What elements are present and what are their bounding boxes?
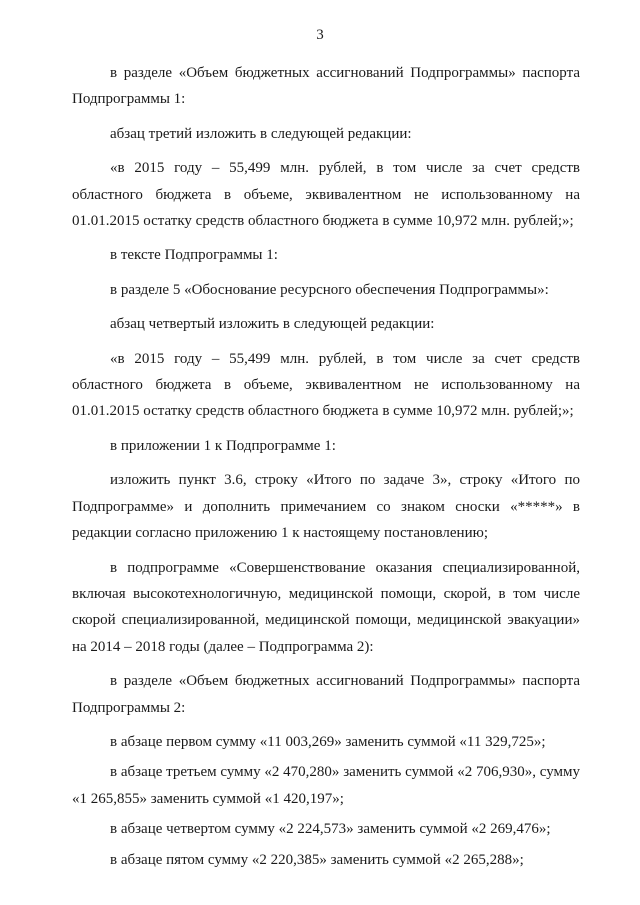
page-number: 3 [316, 27, 324, 43]
paragraph: «в 2015 году – 55,499 млн. рублей, в том числе за счет средств областного бюджета в объеме, эквивалентном не использованному на 01.01.2015 остатку средств областного бюджета в сумме 10,972 млн. рублей;»; [72, 350, 580, 420]
paragraph: в абзаце третьем сумму «2 470,280» заменить суммой «2 706,930», сумму «1 265,855» заменить суммой «1 420,197»; [72, 764, 580, 807]
paragraph: в абзаце четвертом сумму «2 224,573» заменить суммой «2 269,476»; [110, 821, 551, 838]
document-body [72, 60, 580, 877]
paragraph: абзац четвертый изложить в следующей редакции: [110, 316, 435, 333]
paragraph: в подпрограмме «Совершенствование оказания специализированной, включая высокотехнологичную, медицинской помощи, скорой, в том числе скорой специализированной, медицинской помощи, медицинской эвакуации» на 2014 – 2018 годы (далее – Подпрограмма 2): [72, 559, 580, 655]
paragraph: в разделе «Объем бюджетных ассигнований Подпрограммы» паспорта Подпрограммы 1: [72, 65, 580, 108]
paragraph: в разделе «Объем бюджетных ассигнований Подпрограммы» паспорта Подпрограммы 2: [72, 673, 580, 716]
paragraph: «в 2015 году – 55,499 млн. рублей, в том числе за счет средств областного бюджета в объеме, эквивалентном не использованному на 01.01.2015 остатку средств областного бюджета в сумме 10,972 млн. рублей;»; [72, 160, 580, 230]
paragraph: в тексте Подпрограммы 1: [110, 247, 278, 264]
paragraph: в абзаце пятом сумму «2 220,385» заменить суммой «2 265,288»; [110, 851, 524, 868]
paragraph: в абзаце первом сумму «11 003,269» заменить суммой «11 329,725»; [110, 733, 546, 750]
paragraph: изложить пункт 3.6, строку «Итого по задаче 3», строку «Итого по Подпрограмме» и дополнить примечанием со знаком сноски «*****» в редакции согласно приложению 1 к настоящему постановлению; [72, 472, 580, 542]
paragraph: в приложении 1 к Подпрограмме 1: [110, 437, 336, 454]
paragraph: в разделе 5 «Обоснование ресурсного обеспечения Подпрограммы»: [110, 281, 549, 298]
paragraph: абзац третий изложить в следующей редакции: [110, 125, 412, 142]
